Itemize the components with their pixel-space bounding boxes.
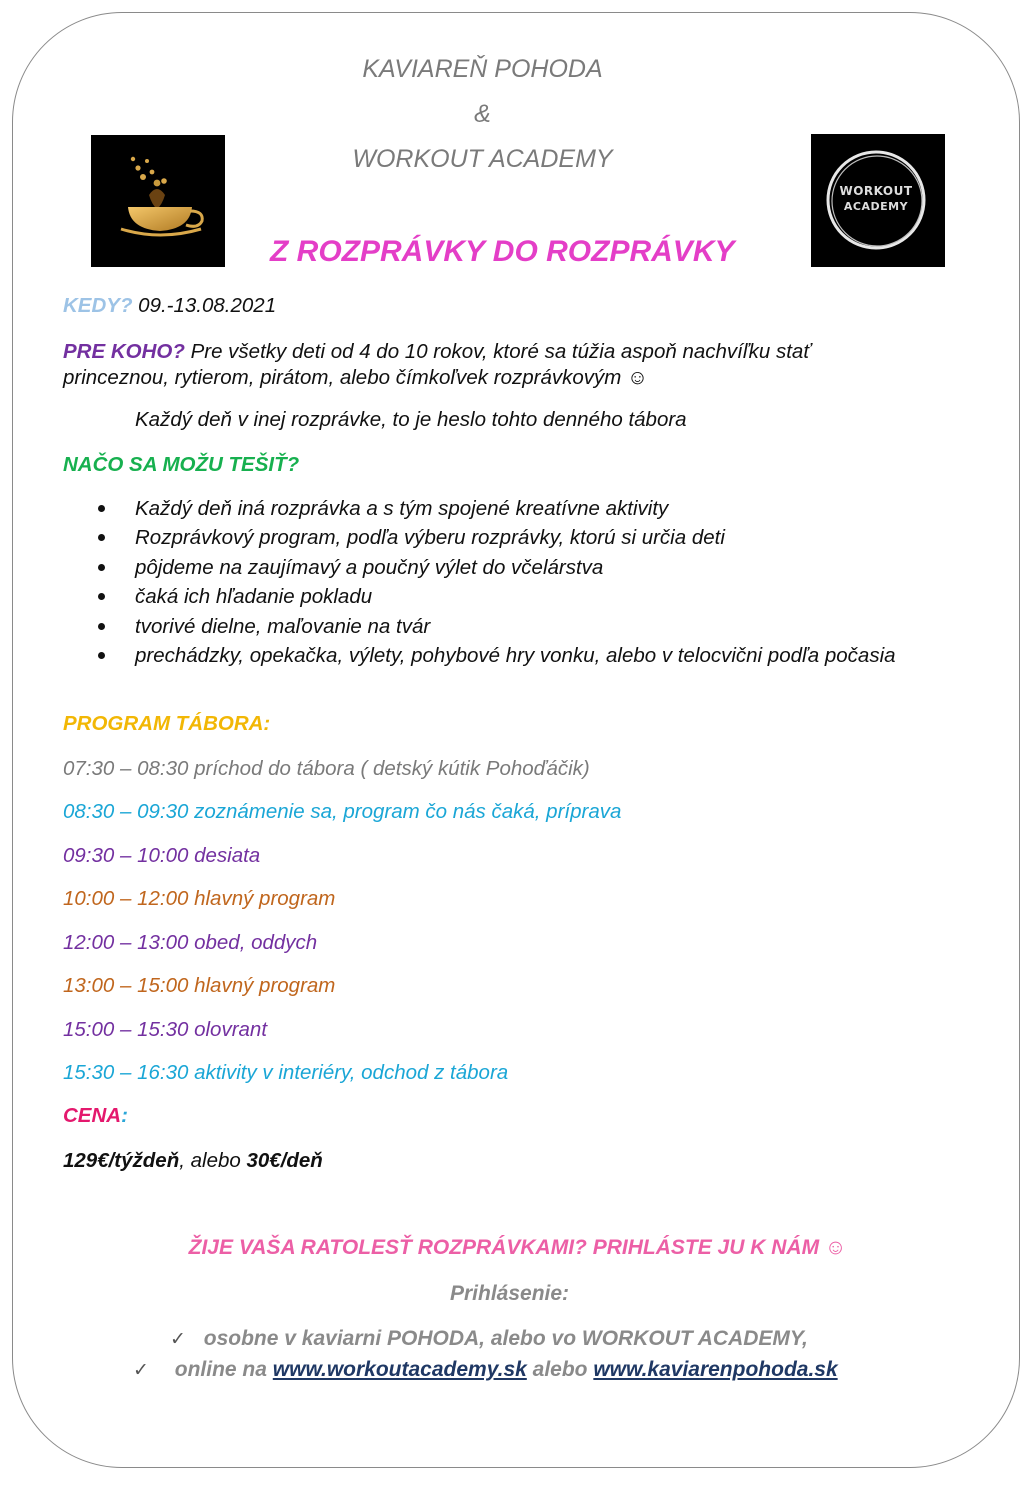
- activities-list: [95, 496, 896, 672]
- registration-heading: Prihlásenie:: [450, 1282, 570, 1305]
- page-title: Z ROZPRÁVKY DO ROZPRÁVKY: [270, 235, 735, 268]
- list-item: [95, 496, 896, 525]
- bullet-icon: [98, 564, 105, 571]
- naco-heading: NAČO SA MOŽU TEŠIŤ?: [63, 453, 300, 476]
- list-item-text: čaká ich hľadanie pokladu: [135, 585, 373, 609]
- cena-heading: [63, 1104, 128, 1128]
- bullet-icon: [98, 652, 105, 659]
- bullet-icon: [98, 623, 105, 630]
- pre-koho-text-1: Pre všetky deti od 4 do 10 rokov, ktoré sa túžia aspoň nachvíľku stať: [184, 340, 811, 363]
- list-item: [95, 555, 896, 584]
- kaviarenpohoda-link[interactable]: www.kaviarenpohoda.sk: [593, 1358, 838, 1381]
- header-line-workout: WORKOUT ACADEMY: [352, 145, 613, 173]
- price-day: 30€/deň: [246, 1149, 323, 1172]
- schedule-row: 12:00 – 13:00 obed, oddych: [63, 931, 318, 954]
- call-to-action: ŽIJE VAŠA RATOLESŤ ROZPRÁVKAMI? PRIHLÁSTE JU K NÁM ☺: [188, 1236, 847, 1259]
- bullet-icon: [98, 534, 105, 541]
- workout-academy-logo: [811, 134, 945, 267]
- kedy-value: 09.-13.08.2021: [132, 294, 277, 317]
- kedy-line: [63, 294, 276, 318]
- kedy-label: KEDY?: [63, 294, 133, 317]
- schedule-row: 08:30 – 09:30 zoznámenie sa, program čo nás čaká, príprava: [63, 800, 622, 823]
- schedule-row: 07:30 – 08:30 príchod do tábora ( detský kútik Pohoďáčik): [63, 757, 590, 780]
- cena-colon: :: [121, 1104, 128, 1127]
- coffee-cup-icon: [91, 135, 225, 267]
- schedule-row: 15:00 – 15:30 olovrant: [63, 1018, 268, 1041]
- schedule-row: 15:30 – 16:30 aktivity v interiéry, odchod z tábora: [63, 1061, 509, 1084]
- pre-koho-text-2: princeznou, rytierom, pirátom, alebo čímkoľvek rozprávkovým ☺: [63, 366, 648, 389]
- cena-label: CENA: [63, 1104, 122, 1127]
- list-item: [95, 643, 896, 672]
- list-item: [95, 525, 896, 554]
- list-item: [95, 614, 896, 643]
- list-item-text: Rozprávkový program, podľa výberu rozprávky, ktorú si určia deti: [135, 526, 725, 550]
- list-item-text: pôjdeme na zaujímavý a poučný výlet do včelárstva: [135, 555, 604, 579]
- price-line: [63, 1149, 323, 1173]
- registration-prefix: online na: [174, 1358, 273, 1381]
- motto-text: Každý deň v inej rozprávke, to je heslo tohto denného tábora: [135, 408, 687, 431]
- workoutacademy-link[interactable]: www.workoutacademy.sk: [272, 1358, 527, 1381]
- schedule-row: 13:00 – 15:00 hlavný program: [63, 974, 336, 997]
- registration-line-2: [133, 1358, 838, 1382]
- registration-mid: alebo: [526, 1358, 594, 1381]
- list-item: [95, 584, 896, 613]
- bullet-icon: [98, 505, 105, 512]
- logo-text-workout: WORKOUT: [839, 184, 913, 198]
- header-line-kaviaren: KAVIAREŇ POHODA: [362, 55, 603, 83]
- list-item-text: Každý deň iná rozprávka a s tým spojené kreatívne aktivity: [135, 497, 669, 520]
- schedule-row: 10:00 – 12:00 hlavný program: [63, 887, 336, 910]
- price-week: 129€/týždeň: [63, 1149, 180, 1172]
- logo-text-academy: ACADEMY: [843, 200, 909, 213]
- kaviaren-pohoda-logo: [91, 135, 225, 267]
- price-sep: , alebo: [179, 1149, 247, 1172]
- list-item-text: prechádzky, opekačka, výlety, pohybové hry vonku, alebo v telocvični podľa počasia: [135, 643, 896, 667]
- program-heading: PROGRAM TÁBORA:: [63, 712, 271, 735]
- pre-koho-label: PRE KOHO?: [63, 340, 185, 363]
- registration-text-1: osobne v kaviarni POHODA, alebo vo WORKOUT ACADEMY,: [203, 1327, 808, 1350]
- checkmark-icon: ✓: [170, 1329, 186, 1350]
- list-item-text: tvorivé dielne, maľovanie na tvár: [135, 614, 431, 638]
- bullet-icon: [98, 593, 105, 600]
- checkmark-icon: ✓: [133, 1360, 149, 1381]
- pre-koho-line-1: [63, 340, 811, 364]
- header-ampersand: &: [474, 100, 491, 128]
- registration-line-1: [170, 1327, 808, 1351]
- schedule-row: 09:30 – 10:00 desiata: [63, 844, 261, 867]
